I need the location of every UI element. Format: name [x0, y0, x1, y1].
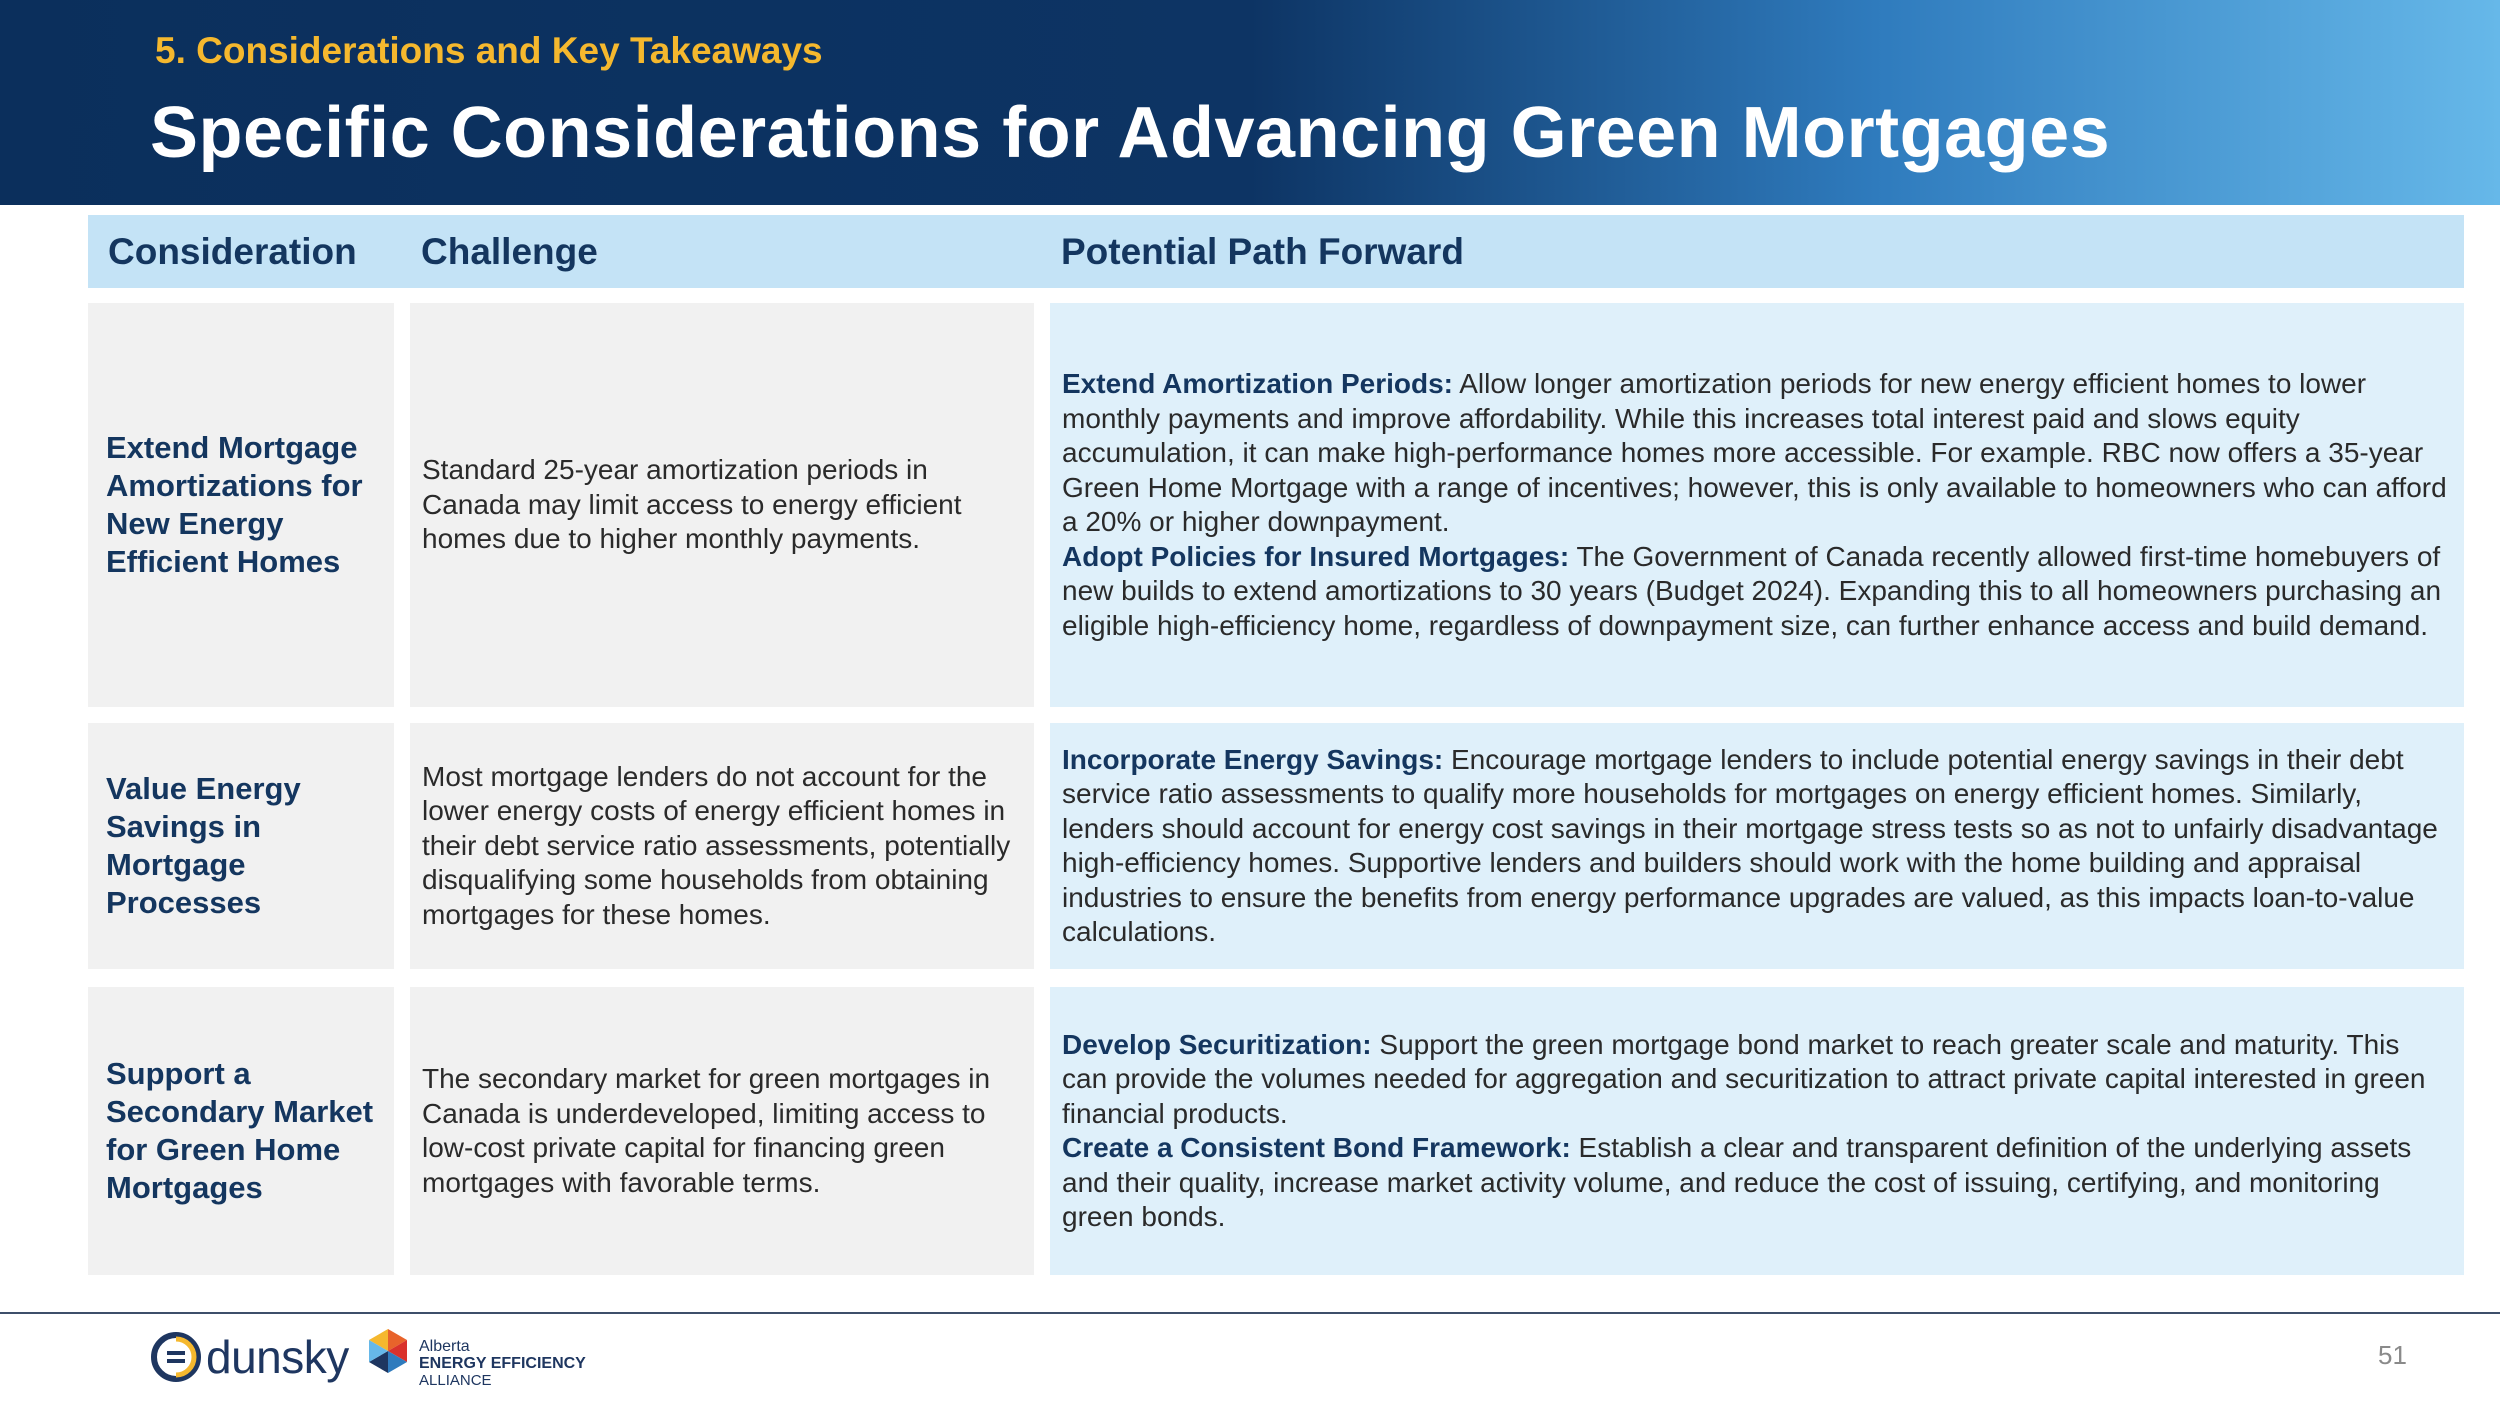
column-header-path-forward: Potential Path Forward	[1061, 230, 1464, 272]
page-number: 51	[2378, 1340, 2407, 1370]
challenge-text: Standard 25-year amortization periods in Canada may limit access to energy efficient homes due to higher monthly payments.	[422, 454, 962, 555]
aeea-logo-icon	[363, 1326, 413, 1376]
table-row	[88, 987, 2464, 1275]
path-forward-text	[1062, 743, 2452, 950]
consideration-text: Support a Secondary Market for Green Home Mortgages	[106, 1056, 374, 1205]
column-header-consideration: Consideration	[108, 230, 357, 272]
challenge-text: The secondary market for green mortgages in Canada is underdeveloped, limiting access to low-cost private capital for financing green mortgages with favorable terms.	[422, 1063, 991, 1198]
path-forward-text	[1062, 367, 2452, 643]
dunsky-logo-icon	[150, 1331, 202, 1383]
aeea-logo-line1: Alberta	[419, 1338, 470, 1355]
path-label: Create a Consistent Bond Framework:	[1062, 1132, 1571, 1163]
challenge-text: Most mortgage lenders do not account for the lower energy costs of energy efficient homes in their debt service ratio assessments, potentially disqualifying some households from obtaining mortgages for these homes.	[422, 760, 1011, 930]
consideration-cell	[88, 303, 394, 707]
consideration-cell	[88, 987, 394, 1275]
path-forward-text	[1062, 1028, 2452, 1235]
path-description: Support the green mortgage bond market to reach greater scale and maturity. This can provide the volumes needed for aggregation and securitization to attract private capital interested in green financial products.	[1062, 1028, 2426, 1129]
consideration-cell	[88, 723, 394, 969]
consideration-text: Value Energy Savings in Mortgage Processes	[106, 771, 301, 920]
path-label: Adopt Policies for Insured Mortgages:	[1062, 540, 1570, 572]
dunsky-logo	[150, 1330, 349, 1384]
consideration-text: Extend Mortgage Amortizations for New Energy Efficient Homes	[106, 430, 363, 579]
column-header-challenge: Challenge	[421, 230, 598, 272]
path-forward-cell	[1050, 723, 2464, 969]
path-label: Incorporate Energy Savings:	[1062, 743, 1444, 775]
table-row	[88, 723, 2464, 969]
aeea-logo-line2: ENERGY EFFICIENCY	[419, 1355, 586, 1372]
challenge-cell	[410, 303, 1034, 707]
table-row	[88, 303, 2464, 707]
path-label: Extend Amortization Periods:	[1062, 368, 1454, 399]
page-title: Specific Considerations for Advancing Green Mortgages	[150, 93, 2111, 173]
aeea-logo	[363, 1326, 586, 1389]
path-label: Develop Securitization:	[1062, 1028, 1372, 1060]
challenge-cell	[410, 987, 1034, 1275]
section-label: 5. Considerations and Key Takeaways	[155, 30, 823, 71]
path-forward-cell	[1050, 303, 2464, 707]
footer-divider	[0, 1312, 2500, 1314]
path-description: Allow longer amortization periods for new energy efficient homes to lower monthly payments and improve affordability. While this increases total interest paid and slows equity accumulation, it can make high-performance homes more accessible. For example. RBC now offers a 35-year Green Home Mortgage with a range of incentives; however, this is only available to homeowners who can afford a 20% or higher downpayment.	[1062, 368, 2447, 537]
considerations-table	[88, 215, 2464, 1232]
table-header-row	[88, 215, 2464, 288]
path-description: Establish a clear and transparent definition of the underlying assets and their quality, increase market activity volume, and reduce the cost of issuing, certifying, and monitoring green bonds.	[1062, 1132, 2412, 1232]
dunsky-logo-text: dunsky	[206, 1331, 349, 1383]
aeea-logo-line3: ALLIANCE	[419, 1372, 492, 1389]
title-banner	[0, 0, 2500, 205]
challenge-cell	[410, 723, 1034, 969]
path-description: Encourage mortgage lenders to include potential energy savings in their debt service ratio assessments to qualify more households for mortgages on energy efficient homes. Similarly, lenders should account for energy cost savings in their mortgage stress tests so as not to unfairly disadvantage high-efficiency homes. Supportive lenders and builders should work with the home building and appraisal industries to ensure the benefits from energy performance upgrades are valued, as this impacts loan-to-value calculations.	[1062, 743, 2438, 947]
path-description: The Government of Canada recently allowed first-time homebuyers of new builds to extend amortizations to 30 years (Budget 2024). Expanding this to all homeowners purchasing an eligible high-efficiency home, regardless of downpayment size, can further enhance access and build demand.	[1062, 540, 2442, 641]
path-forward-cell	[1050, 987, 2464, 1275]
